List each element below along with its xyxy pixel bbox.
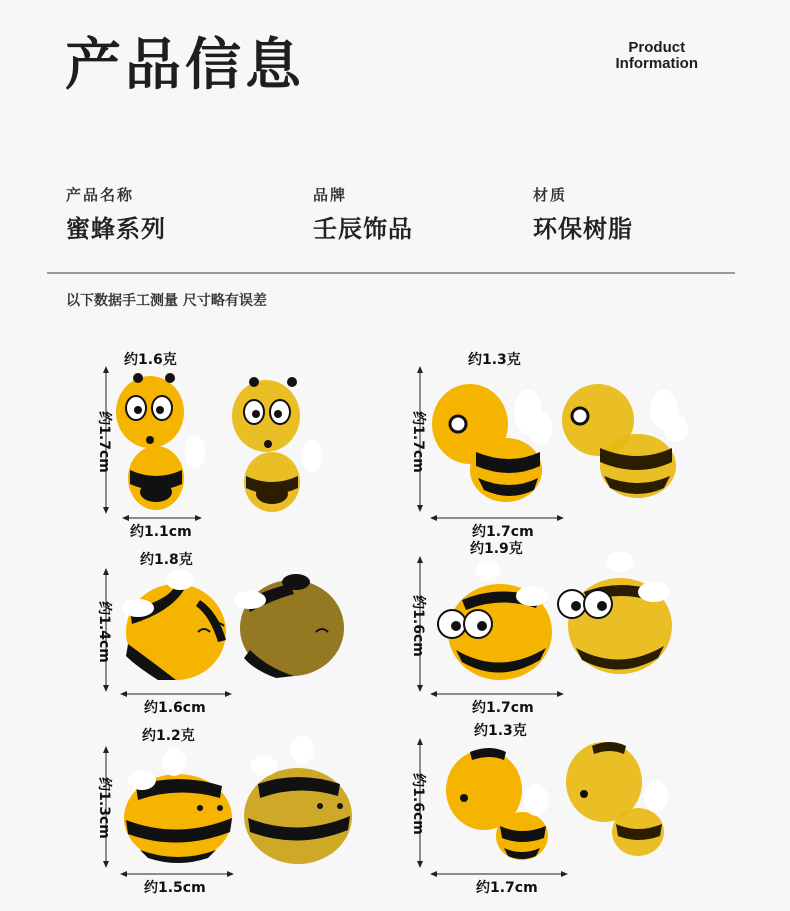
- brand-label: 品牌: [313, 186, 348, 204]
- product-name-value: 蜜蜂系列: [66, 215, 166, 243]
- height-label-1: 约1.7cm: [95, 411, 112, 473]
- bee-6b-illustration: [566, 742, 668, 856]
- page-title: 产品信息: [65, 33, 305, 98]
- width-label-5: 约1.5cm: [144, 880, 206, 896]
- bee-4a-illustration: [438, 560, 552, 680]
- bee-6a-illustration: [446, 748, 548, 860]
- bee-1a-illustration: [116, 373, 205, 510]
- width-label-1: 约1.1cm: [130, 524, 192, 540]
- width-label-6: 约1.7cm: [476, 880, 538, 896]
- bee-2b-illustration: [562, 384, 688, 498]
- english-line-1: Product: [628, 39, 686, 56]
- weight-label-1: 约1.6克: [124, 352, 177, 368]
- bee-5a-illustration: [124, 748, 232, 863]
- weight-label-3: 约1.8克: [140, 552, 193, 568]
- material-label: 材质: [533, 186, 568, 204]
- weight-label-2: 约1.3克: [468, 352, 521, 368]
- product-name-label: 产品名称: [66, 186, 135, 204]
- weight-label-6: 约1.3克: [474, 723, 527, 739]
- height-label-3: 约1.4cm: [95, 601, 112, 663]
- bee-2a-illustration: [432, 384, 552, 502]
- brand-value: 壬辰饰品: [313, 215, 413, 243]
- width-label-4: 约1.7cm: [472, 700, 534, 716]
- bee-3b-illustration: [234, 574, 344, 678]
- weight-label-4: 约1.9克: [470, 541, 523, 557]
- bee-1b-illustration: [232, 377, 322, 512]
- height-label-5: 约1.3cm: [95, 777, 112, 839]
- material-value: 环保树脂: [533, 215, 633, 243]
- height-label-2: 约1.7cm: [409, 411, 426, 473]
- height-label-6: 约1.6cm: [409, 773, 426, 835]
- measurement-note: 以下数据手工测量 尺寸略有误差: [66, 293, 267, 309]
- width-label-3: 约1.6cm: [144, 700, 206, 716]
- height-label-4: 约1.6cm: [409, 595, 426, 657]
- bee-4b-illustration: [558, 552, 672, 674]
- width-label-2: 约1.7cm: [472, 524, 534, 540]
- bee-5b-illustration: [244, 736, 352, 864]
- weight-label-5: 约1.2克: [142, 728, 195, 744]
- english-line-2: Information: [615, 55, 698, 72]
- bee-3a-illustration: [122, 570, 226, 680]
